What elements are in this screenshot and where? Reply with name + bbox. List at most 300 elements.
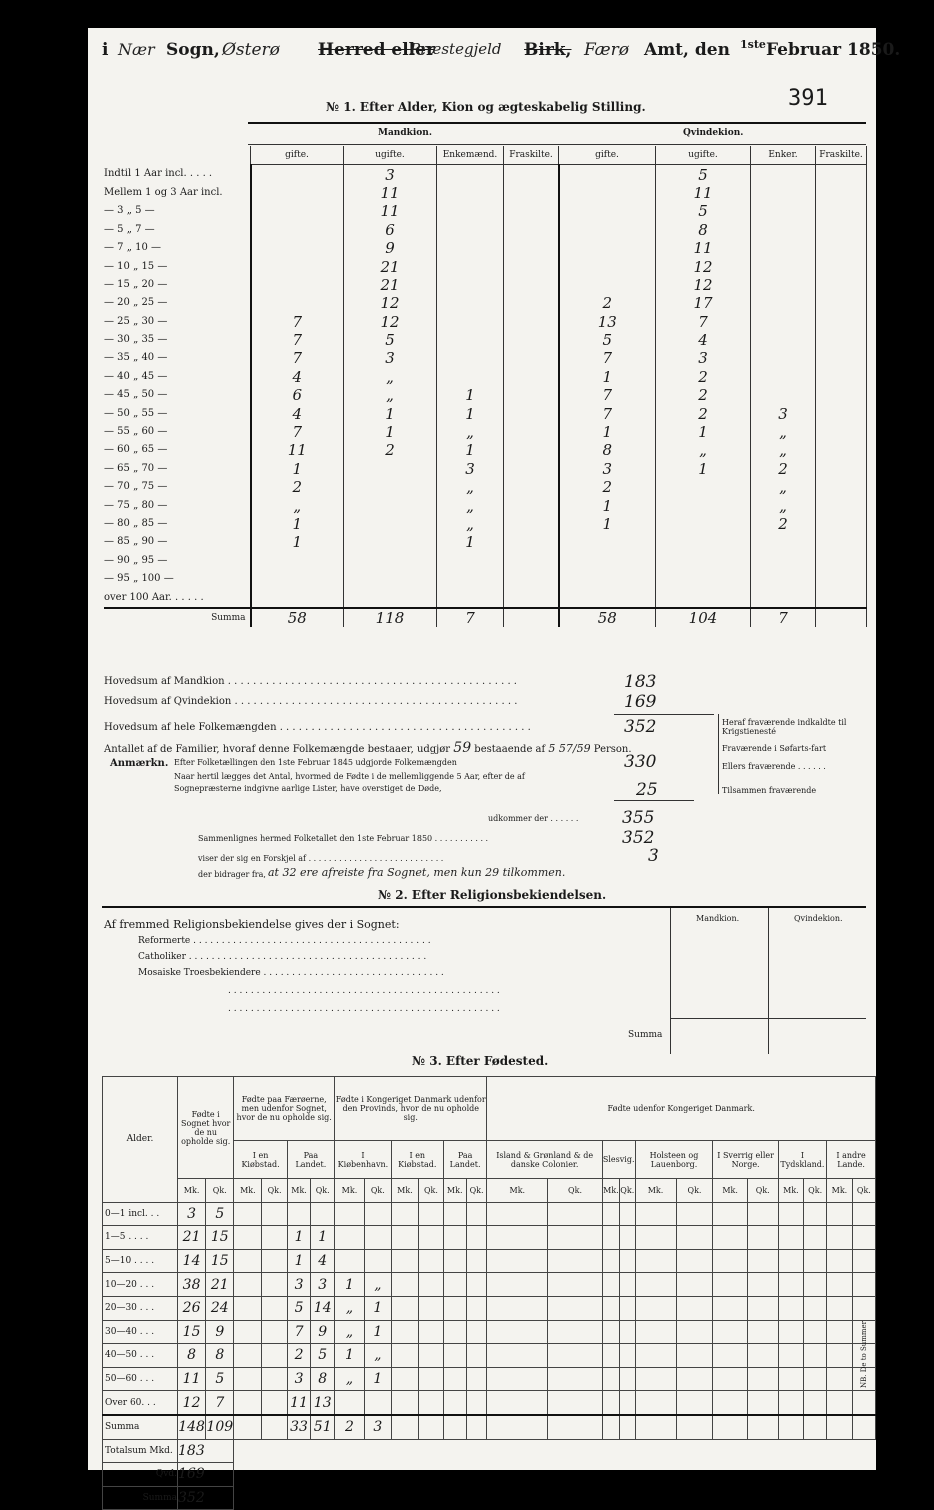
birthplace-cell: 5: [206, 1202, 234, 1226]
anm2-text: Naar hertil lægges det Antal, hvormed de Fødte i de mellemliggende 5 Aar, efter de af: [174, 772, 525, 781]
familier-mid: bestaaende af: [474, 744, 546, 755]
cell-m-gifte: [251, 221, 344, 239]
cell-q-enker: [751, 202, 816, 220]
birthplace-cell: „: [364, 1273, 391, 1297]
col-m-fraskilte: Fraskilte.: [504, 146, 559, 165]
cell-q-gifte: [559, 239, 656, 257]
birthplace-age-label: 20—30 . . .: [103, 1296, 178, 1320]
qk-subheader: Qk.: [620, 1179, 635, 1203]
cell-m-enkemaend: 1: [437, 441, 504, 459]
cell-q-fraskilte: [816, 552, 867, 570]
mk-subheader: Mk.: [487, 1179, 548, 1203]
birthplace-cell: [234, 1249, 262, 1273]
cell-q-ugifte: 5: [656, 202, 751, 220]
cell-m-fraskilte: [504, 184, 559, 202]
cell-m-ugifte: 5: [344, 331, 437, 349]
birthplace-cell: [548, 1202, 603, 1226]
s3-summa-kbh-qk: 3: [364, 1415, 391, 1439]
cell-q-enker: 2: [751, 460, 816, 478]
birthplace-cell: [852, 1296, 875, 1320]
qk-subheader: Qk.: [419, 1179, 444, 1203]
birthplace-cell: 3: [287, 1273, 311, 1297]
cell-q-ugifte: 11: [656, 184, 751, 202]
cell-q-fraskilte: [816, 276, 867, 294]
cell-m-enkemaend: [437, 184, 504, 202]
birthplace-cell: [262, 1344, 287, 1368]
birthplace-cell: [602, 1296, 619, 1320]
birthplace-cell: [827, 1296, 853, 1320]
birthplace-cell: [419, 1296, 444, 1320]
cell-m-fraskilte: [504, 460, 559, 478]
age-row: [104, 478, 867, 496]
qk-subheader: Qk.: [804, 1179, 827, 1203]
birthplace-cell: [676, 1273, 713, 1297]
cell-q-gifte: [559, 257, 656, 275]
birthplace-cell: [778, 1202, 803, 1226]
birthplace-cell: [602, 1202, 619, 1226]
birthplace-cell: 13: [311, 1391, 335, 1415]
udkommer-label: udkommer der . . . . . .: [488, 814, 579, 823]
cell-m-fraskilte: [504, 515, 559, 533]
birthplace-cell: 3: [287, 1367, 311, 1391]
margin-note: NB. De to Summer: [860, 1320, 868, 1388]
birthplace-cell: [747, 1226, 778, 1250]
birthplace-cell: 3: [311, 1273, 335, 1297]
summa-q-gifte: 58: [559, 608, 656, 627]
col-fodte-kongerige: Fødte i Kongeriget Danmark udenfor den Provinds, hvor de nu opholde sig.: [335, 1077, 487, 1141]
col-m-gifte: gifte.: [251, 146, 344, 165]
birthplace-cell: [713, 1249, 747, 1273]
birthplace-cell: 1: [364, 1367, 391, 1391]
birthplace-cell: [635, 1320, 676, 1344]
cell-q-ugifte: 12: [656, 276, 751, 294]
birthplace-cell: [287, 1202, 311, 1226]
cell-m-ugifte: 1: [344, 404, 437, 422]
birthplace-cell: [827, 1367, 853, 1391]
cell-q-ugifte: 2: [656, 368, 751, 386]
cell-q-ugifte: 7: [656, 313, 751, 331]
birthplace-cell: [852, 1391, 875, 1415]
birthplace-cell: [676, 1226, 713, 1250]
religion-reformerte: Reformerte . . . . . . . . . . . . . . . . . . . . . . . . . . . . . . . . . . . . . . . . . .: [138, 936, 431, 946]
cell-m-fraskilte: [504, 588, 559, 607]
cell-m-gifte: 1: [251, 515, 344, 533]
birthplace-cell: [466, 1249, 487, 1273]
birthplace-cell: [487, 1296, 548, 1320]
cell-m-gifte: [251, 570, 344, 588]
summa-label: Summa: [211, 612, 246, 623]
birthplace-cell: [391, 1202, 418, 1226]
cell-q-fraskilte: [816, 533, 867, 551]
birthplace-cell: [391, 1391, 418, 1415]
cell-m-ugifte: [344, 570, 437, 588]
cell-q-gifte: 1: [559, 496, 656, 514]
birthplace-cell: [391, 1273, 418, 1297]
cell-m-fraskilte: [504, 221, 559, 239]
birthplace-cell: [635, 1367, 676, 1391]
birthplace-age-label: 0—1 incl. . .: [103, 1202, 178, 1226]
cell-q-gifte: 1: [559, 515, 656, 533]
age-row: [104, 404, 867, 422]
cell-q-gifte: 3: [559, 460, 656, 478]
sub-kiobstad-2: I en Kiøbstad.: [391, 1141, 443, 1179]
age-label: — 45 „ 50 —: [104, 389, 168, 401]
qk-subheader: Qk.: [676, 1179, 713, 1203]
birthplace-cell: [466, 1367, 487, 1391]
birthplace-cell: [602, 1226, 619, 1250]
cell-q-ugifte: 3: [656, 349, 751, 367]
qk-subheader: Qk.: [262, 1179, 287, 1203]
cell-m-ugifte: 3: [344, 165, 437, 184]
cell-q-enker: [751, 276, 816, 294]
birthplace-cell: 8: [206, 1344, 234, 1368]
age-label: — 90 „ 95 —: [104, 554, 168, 566]
qk-subheader: Qk.: [206, 1179, 234, 1203]
birthplace-cell: [391, 1296, 418, 1320]
birthplace-cell: [466, 1273, 487, 1297]
birthplace-cell: [391, 1226, 418, 1250]
cell-m-enkemaend: 1: [437, 386, 504, 404]
age-label: Indtil 1 Aar incl. . . . .: [104, 168, 213, 180]
cell-q-gifte: [559, 588, 656, 607]
familier-ratio: 5 57/59: [548, 742, 591, 755]
mk-subheader: Mk.: [335, 1179, 365, 1203]
age-row: [104, 460, 867, 478]
birthplace-cell: 14: [311, 1296, 335, 1320]
birthplace-cell: [364, 1202, 391, 1226]
cell-m-gifte: [251, 294, 344, 312]
birthplace-cell: [419, 1202, 444, 1226]
section1-table: [104, 146, 867, 627]
mk-subheader: Mk.: [635, 1179, 676, 1203]
col-fodte-udenfor: Fødte udenfor Kongeriget Danmark.: [487, 1077, 876, 1141]
cell-m-fraskilte: [504, 202, 559, 220]
s3-summa-landet-mk: 33: [287, 1415, 311, 1439]
section2-title: № 2. Efter Religionsbekiendelsen.: [378, 888, 607, 902]
cell-m-enkemaend: „: [437, 496, 504, 514]
mk-subheader: Mk.: [443, 1179, 466, 1203]
cell-m-gifte: [251, 202, 344, 220]
birthplace-cell: 1: [287, 1226, 311, 1250]
cell-q-enker: [751, 368, 816, 386]
summa-q-ugifte: 104: [656, 608, 751, 627]
birthplace-cell: [443, 1296, 466, 1320]
s3-summa-kiob-mk: [234, 1415, 262, 1439]
sub-kiobenhavn: I Kiøbenhavn.: [335, 1141, 392, 1179]
birthplace-cell: [620, 1391, 635, 1415]
hovedsum-folkemaengde-label: Hovedsum af hele Folkemængden . . . . . . . . . . . . . . . . . . . . . . . . . . . . . . . . . . . . . . . .: [104, 722, 531, 733]
cell-q-ugifte: 2: [656, 404, 751, 422]
birthplace-cell: [827, 1249, 853, 1273]
cell-m-fraskilte: [504, 386, 559, 404]
s3-summa-kiob-qk: [262, 1415, 287, 1439]
birthplace-cell: [548, 1273, 603, 1297]
birthplace-cell: [419, 1391, 444, 1415]
birthplace-cell: [391, 1367, 418, 1391]
cell-m-fraskilte: [504, 239, 559, 257]
birthplace-cell: [443, 1202, 466, 1226]
cell-q-fraskilte: [816, 331, 867, 349]
birthplace-cell: 1: [364, 1320, 391, 1344]
cell-m-enkemaend: „: [437, 478, 504, 496]
qk-subheader: Qk.: [747, 1179, 778, 1203]
cell-m-fraskilte: [504, 276, 559, 294]
birthplace-cell: [676, 1249, 713, 1273]
cell-q-ugifte: [656, 533, 751, 551]
birthplace-cell: [443, 1249, 466, 1273]
cell-q-enker: [751, 331, 816, 349]
s3-totalsum: 352: [178, 1486, 234, 1510]
cell-m-fraskilte: [504, 349, 559, 367]
page-header: [102, 34, 901, 64]
cell-q-fraskilte: [816, 368, 867, 386]
cell-m-ugifte: [344, 515, 437, 533]
birthplace-cell: [262, 1296, 287, 1320]
birthplace-cell: [827, 1391, 853, 1415]
cell-q-fraskilte: [816, 239, 867, 257]
birthplace-row: [103, 1249, 876, 1273]
cell-q-enker: [751, 386, 816, 404]
birthplace-cell: 5: [287, 1296, 311, 1320]
qvindekion-header: Qvindekion.: [683, 128, 744, 138]
birthplace-cell: [419, 1320, 444, 1344]
cell-q-fraskilte: [816, 202, 867, 220]
sub-sverrig: I Sverrig eller Norge.: [713, 1141, 778, 1179]
birthplace-cell: [234, 1391, 262, 1415]
birthplace-cell: [713, 1202, 747, 1226]
mk-subheader: Mk.: [178, 1179, 206, 1203]
sammenlignes-value: 352: [622, 828, 655, 848]
birthplace-cell: [778, 1391, 803, 1415]
cell-q-ugifte: 4: [656, 331, 751, 349]
birthplace-row: [103, 1296, 876, 1320]
cell-m-fraskilte: [504, 368, 559, 386]
birthplace-cell: 9: [206, 1320, 234, 1344]
birthplace-row: [103, 1202, 876, 1226]
sogn-handwritten: Nær: [118, 40, 155, 59]
birthplace-cell: [548, 1391, 603, 1415]
birthplace-cell: 1: [335, 1273, 365, 1297]
cell-q-fraskilte: [816, 257, 867, 275]
age-row: [104, 349, 867, 367]
s3-totalsum-label: Summa: [103, 1486, 178, 1510]
birthplace-cell: [466, 1320, 487, 1344]
birthplace-cell: [852, 1226, 875, 1250]
age-label: — 30 „ 35 —: [104, 334, 168, 346]
birthplace-cell: [262, 1249, 287, 1273]
cell-m-ugifte: 12: [344, 294, 437, 312]
cell-m-gifte: 7: [251, 331, 344, 349]
birthplace-cell: [466, 1391, 487, 1415]
cell-m-gifte: 4: [251, 368, 344, 386]
cell-q-ugifte: 12: [656, 257, 751, 275]
birthplace-age-label: Over 60. . .: [103, 1391, 178, 1415]
s3-summa-sognet-mk: 148: [178, 1415, 206, 1439]
familier-end: Person.: [593, 744, 632, 755]
birthplace-cell: [487, 1249, 548, 1273]
cell-q-enker: „: [751, 496, 816, 514]
cell-m-ugifte: 12: [344, 313, 437, 331]
birthplace-cell: [487, 1226, 548, 1250]
cell-q-ugifte: 1: [656, 423, 751, 441]
birthplace-age-label: 10—20 . . .: [103, 1273, 178, 1297]
age-row: [104, 257, 867, 275]
cell-m-enkemaend: [437, 239, 504, 257]
sub-holsteen: Holsteen og Lauenborg.: [635, 1141, 713, 1179]
mk-subheader: Mk.: [827, 1179, 853, 1203]
cell-q-fraskilte: [816, 423, 867, 441]
age-label: — 20 „ 25 —: [104, 297, 168, 309]
date: Februar 1850.: [766, 40, 901, 60]
cell-m-gifte: 6: [251, 386, 344, 404]
col-q-enker: Enker.: [751, 146, 816, 165]
age-label: — 50 „ 55 —: [104, 407, 168, 419]
birthplace-cell: [804, 1296, 827, 1320]
cell-q-ugifte: [656, 496, 751, 514]
age-row: [104, 533, 867, 551]
birthplace-row: [103, 1320, 876, 1344]
cell-m-gifte: 4: [251, 404, 344, 422]
qk-subheader: Qk.: [852, 1179, 875, 1203]
birthplace-row: [103, 1367, 876, 1391]
cell-m-ugifte: 9: [344, 239, 437, 257]
age-label: — 65 „ 70 —: [104, 462, 168, 474]
cell-q-enker: „: [751, 441, 816, 459]
birthplace-cell: [713, 1296, 747, 1320]
birthplace-cell: 11: [178, 1367, 206, 1391]
sub-colonier: Island & Grønland & de danske Colonier.: [487, 1141, 602, 1179]
cell-m-gifte: [251, 257, 344, 275]
hovedsum-qvindekion: 169: [624, 692, 657, 712]
age-label: — 35 „ 40 —: [104, 352, 168, 364]
age-label: — 3 „ 5 —: [104, 205, 155, 217]
s3-totalsum-mkd: 183: [178, 1439, 234, 1463]
cell-m-gifte: [251, 184, 344, 202]
cell-m-fraskilte: [504, 257, 559, 275]
birthplace-cell: 15: [206, 1226, 234, 1250]
cell-m-ugifte: „: [344, 386, 437, 404]
age-label: — 80 „ 85 —: [104, 518, 168, 529]
cell-m-fraskilte: [504, 313, 559, 331]
birthplace-cell: 15: [206, 1249, 234, 1273]
cell-q-gifte: 7: [559, 349, 656, 367]
birthplace-cell: [443, 1344, 466, 1368]
qk-subheader: Qk.: [466, 1179, 487, 1203]
col-fodte-sognet: Fødte i Sognet hvor de nu opholde sig.: [178, 1077, 234, 1179]
age-row: [104, 496, 867, 514]
cell-m-ugifte: [344, 588, 437, 607]
anm3-value: 25: [636, 780, 658, 800]
mandkion-header: Mandkion.: [378, 128, 432, 138]
birthplace-cell: [602, 1391, 619, 1415]
cell-m-enkemaend: 1: [437, 404, 504, 422]
mk-subheader: Mk.: [287, 1179, 311, 1203]
cell-m-enkemaend: 3: [437, 460, 504, 478]
sogn-label: Sogn,: [166, 40, 220, 60]
birthplace-cell: 1: [287, 1249, 311, 1273]
cell-m-gifte: [251, 239, 344, 257]
birthplace-cell: [548, 1249, 603, 1273]
sub-slesvig: Slesvig.: [602, 1141, 635, 1179]
cell-q-fraskilte: [816, 570, 867, 588]
anmaerkn-label: Anmærkn.: [110, 758, 169, 769]
birthplace-cell: [713, 1226, 747, 1250]
religion-blank-2: . . . . . . . . . . . . . . . . . . . . . . . . . . . . . . . . . . . . . . . . . . . . . . . .: [228, 1004, 500, 1014]
cell-m-enkemaend: [437, 588, 504, 607]
col-alder: Alder.: [103, 1077, 178, 1203]
birthplace-cell: 8: [311, 1367, 335, 1391]
s3-summa-sognet-qk: 109: [206, 1415, 234, 1439]
birthplace-cell: [443, 1391, 466, 1415]
sammenlignes-label: Sammenlignes hermed Folketallet den 1ste Februar 1850 . . . . . . . . . . .: [198, 834, 489, 843]
birthplace-cell: [234, 1226, 262, 1250]
udkommer-value: 355: [622, 808, 655, 828]
age-label: — 70 „ 75 —: [104, 481, 168, 493]
birthplace-cell: [713, 1367, 747, 1391]
age-row: [104, 239, 867, 257]
birthplace-cell: [548, 1367, 603, 1391]
cell-q-gifte: 1: [559, 423, 656, 441]
age-label: — 7 „ 10 —: [104, 242, 161, 254]
birthplace-cell: „: [335, 1320, 365, 1344]
summa-m-enkemaend: 7: [437, 608, 504, 627]
birthplace-cell: [635, 1296, 676, 1320]
birthplace-cell: [620, 1296, 635, 1320]
cell-q-gifte: 5: [559, 331, 656, 349]
birthplace-cell: [827, 1226, 853, 1250]
cell-q-gifte: 1: [559, 368, 656, 386]
s3-summa-kbh-mk: 2: [335, 1415, 365, 1439]
section3-title: № 3. Efter Fødested.: [412, 1054, 549, 1068]
birthplace-age-label: 40—50 . . .: [103, 1344, 178, 1368]
cell-q-ugifte: 2: [656, 386, 751, 404]
cell-m-ugifte: 2: [344, 441, 437, 459]
cell-q-gifte: [559, 184, 656, 202]
cell-q-gifte: 13: [559, 313, 656, 331]
cell-q-ugifte: 8: [656, 221, 751, 239]
bidrager-note: at 32 ere afreiste fra Sognet, men kun 29 tilkommen.: [268, 866, 566, 879]
cell-q-gifte: [559, 202, 656, 220]
birthplace-cell: [487, 1202, 548, 1226]
sub-andre-lande: I andre Lande.: [827, 1141, 876, 1179]
birthplace-cell: [747, 1249, 778, 1273]
birthplace-cell: [635, 1202, 676, 1226]
birthplace-cell: [364, 1226, 391, 1250]
cell-q-ugifte: 11: [656, 239, 751, 257]
birthplace-cell: [234, 1344, 262, 1368]
s3-summa-label: Summa: [103, 1415, 178, 1439]
cell-m-enkemaend: 1: [437, 533, 504, 551]
cell-q-fraskilte: [816, 165, 867, 184]
birthplace-cell: [234, 1202, 262, 1226]
age-row: [104, 202, 867, 220]
mk-subheader: Mk.: [713, 1179, 747, 1203]
cell-m-ugifte: „: [344, 368, 437, 386]
birthplace-cell: [335, 1226, 365, 1250]
birthplace-cell: [635, 1226, 676, 1250]
birthplace-cell: [827, 1344, 853, 1368]
birthplace-cell: [234, 1296, 262, 1320]
age-row: [104, 570, 867, 588]
birthplace-cell: [234, 1273, 262, 1297]
birthplace-age-label: 5—10 . . . .: [103, 1249, 178, 1273]
birthplace-cell: [620, 1249, 635, 1273]
birthplace-row: [103, 1226, 876, 1250]
cell-q-ugifte: „: [656, 441, 751, 459]
cell-m-fraskilte: [504, 165, 559, 184]
birthplace-age-label: 50—60 . . .: [103, 1367, 178, 1391]
birthplace-cell: [620, 1226, 635, 1250]
